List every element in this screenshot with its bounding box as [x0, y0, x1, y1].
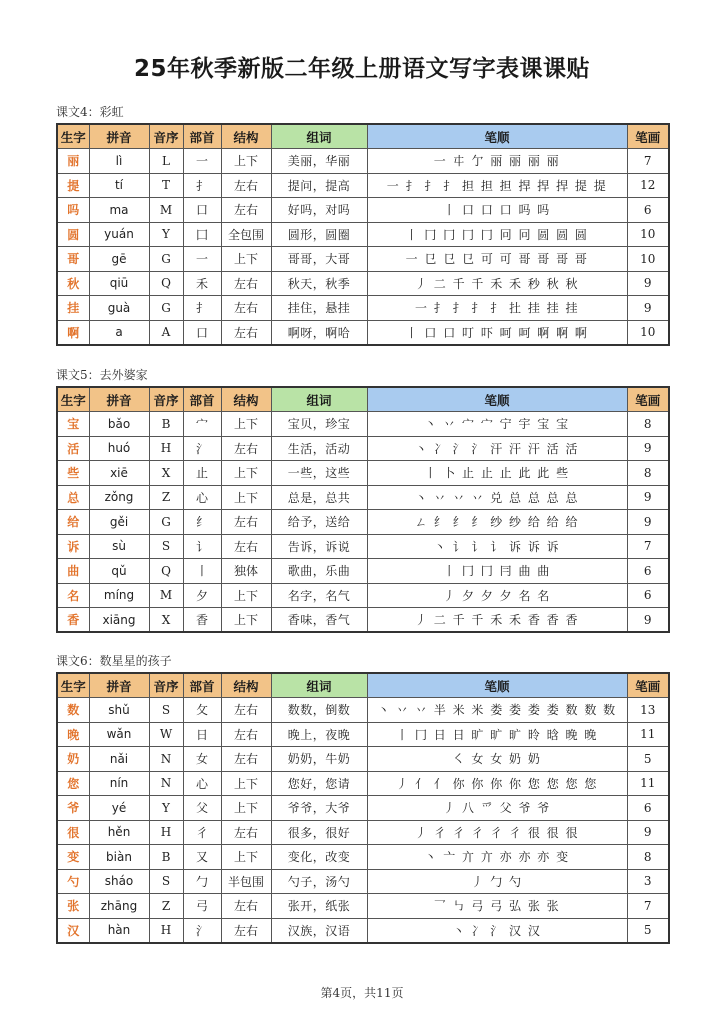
character-cell: 数: [57, 698, 89, 723]
character-cell: 香: [57, 608, 89, 633]
phonetic-order-cell: A: [149, 320, 183, 345]
structure-cell: 半包围: [221, 869, 271, 894]
structure-cell: 左右: [221, 747, 271, 772]
character-cell: 吗: [57, 198, 89, 223]
structure-cell: 左右: [221, 436, 271, 461]
stroke-count-cell: 3: [627, 869, 669, 894]
header-words: 组词: [271, 124, 367, 149]
stroke-order-cell: 丶 丷 丷 半 米 米 娄 娄 娄 娄 数 数 数: [367, 698, 627, 723]
structure-cell: 上下: [221, 247, 271, 272]
pinyin-cell: xiāng: [89, 608, 149, 633]
pinyin-cell: hàn: [89, 918, 149, 943]
stroke-order-cell: 丿 亻 亻 你 你 你 你 您 您 您 您: [367, 771, 627, 796]
table-row: [57, 771, 669, 796]
stroke-count-cell: 12: [627, 173, 669, 198]
radical-cell: 禾: [183, 271, 221, 296]
radical-cell: 心: [183, 771, 221, 796]
stroke-order-cell: 丶 冫 氵 汉 汉: [367, 918, 627, 943]
pinyin-cell: biàn: [89, 845, 149, 870]
word-examples-cell: 告诉，诉说: [271, 534, 367, 559]
word-examples-cell: 啊呀，啊哈: [271, 320, 367, 345]
table-row: [57, 247, 669, 272]
stroke-order-cell: 丿 彳 彳 彳 彳 彳 很 很 很: [367, 820, 627, 845]
word-examples-cell: 哥哥，大哥: [271, 247, 367, 272]
phonetic-order-cell: Z: [149, 485, 183, 510]
pinyin-cell: qǔ: [89, 559, 149, 584]
character-cell: 名: [57, 583, 89, 608]
word-examples-cell: 生活，活动: [271, 436, 367, 461]
radical-cell: 一: [183, 149, 221, 174]
header-count: 笔画: [627, 387, 669, 412]
character-cell: 丽: [57, 149, 89, 174]
pinyin-cell: zhāng: [89, 894, 149, 919]
structure-cell: 左右: [221, 820, 271, 845]
stroke-order-cell: 丨 冂 日 日 旷 旷 旷 昤 晗 晚 晚: [367, 722, 627, 747]
page-footer: 第4页，共11页: [320, 986, 404, 1000]
table-row: [57, 198, 669, 223]
pinyin-cell: qiū: [89, 271, 149, 296]
word-examples-cell: 汉族，汉语: [271, 918, 367, 943]
header-structure: 结构: [221, 124, 271, 149]
radical-cell: 丨: [183, 559, 221, 584]
character-cell: 奶: [57, 747, 89, 772]
word-examples-cell: 勺子，汤勺: [271, 869, 367, 894]
phonetic-order-cell: X: [149, 608, 183, 633]
structure-cell: 左右: [221, 510, 271, 535]
pinyin-cell: yuán: [89, 222, 149, 247]
character-cell: 提: [57, 173, 89, 198]
table-row: [57, 173, 669, 198]
stroke-order-cell: 一 扌 扌 扌 扌 扗 挂 挂 挂: [367, 296, 627, 321]
header-radical: 部首: [183, 124, 221, 149]
character-cell: 爷: [57, 796, 89, 821]
pinyin-cell: zǒng: [89, 485, 149, 510]
character-cell: 汉: [57, 918, 89, 943]
header-words: 组词: [271, 673, 367, 698]
header-pinyin: 拼音: [89, 673, 149, 698]
character-cell: 秋: [57, 271, 89, 296]
character-cell: 啊: [57, 320, 89, 345]
stroke-order-cell: 丶 讠 讠 讠 诉 诉 诉: [367, 534, 627, 559]
character-table: [56, 672, 670, 944]
phonetic-order-cell: Q: [149, 271, 183, 296]
phonetic-order-cell: B: [149, 845, 183, 870]
radical-cell: 彳: [183, 820, 221, 845]
table-row: [57, 510, 669, 535]
radical-cell: 口: [183, 320, 221, 345]
character-cell: 活: [57, 436, 89, 461]
table-row: [57, 271, 669, 296]
stroke-count-cell: 10: [627, 320, 669, 345]
header-radical: 部首: [183, 673, 221, 698]
pinyin-cell: míng: [89, 583, 149, 608]
structure-cell: 上下: [221, 608, 271, 633]
structure-cell: 左右: [221, 534, 271, 559]
pinyin-cell: hěn: [89, 820, 149, 845]
table-header-row: [57, 124, 669, 149]
structure-cell: 左右: [221, 320, 271, 345]
word-examples-cell: 一些，这些: [271, 461, 367, 486]
phonetic-order-cell: M: [149, 583, 183, 608]
word-examples-cell: 好吗，对吗: [271, 198, 367, 223]
stroke-count-cell: 9: [627, 510, 669, 535]
radical-cell: 又: [183, 845, 221, 870]
structure-cell: 上下: [221, 485, 271, 510]
character-table: [56, 123, 670, 346]
stroke-order-cell: 一 㐄 亇 丽 丽 丽 丽: [367, 149, 627, 174]
stroke-order-cell: 丶 亠 亣 亣 亦 亦 亦 变: [367, 845, 627, 870]
character-cell: 宝: [57, 412, 89, 437]
word-examples-cell: 给予，送给: [271, 510, 367, 535]
character-cell: 挂: [57, 296, 89, 321]
header-char: 生字: [57, 387, 89, 412]
phonetic-order-cell: H: [149, 436, 183, 461]
header-words: 组词: [271, 387, 367, 412]
stroke-count-cell: 6: [627, 583, 669, 608]
header-order: 音序: [149, 387, 183, 412]
stroke-count-cell: 9: [627, 271, 669, 296]
table-header-row: [57, 673, 669, 698]
pinyin-cell: bǎo: [89, 412, 149, 437]
stroke-order-cell: 丿 二 千 千 禾 禾 秒 秋 秋: [367, 271, 627, 296]
word-examples-cell: 张开，纸张: [271, 894, 367, 919]
header-char: 生字: [57, 673, 89, 698]
phonetic-order-cell: N: [149, 747, 183, 772]
table-row: [57, 461, 669, 486]
table-row: [57, 583, 669, 608]
header-strokes: 笔顺: [367, 124, 627, 149]
structure-cell: 上下: [221, 845, 271, 870]
phonetic-order-cell: G: [149, 296, 183, 321]
character-cell: 勺: [57, 869, 89, 894]
stroke-count-cell: 11: [627, 771, 669, 796]
table-row: [57, 894, 669, 919]
header-char: 生字: [57, 124, 89, 149]
stroke-count-cell: 5: [627, 747, 669, 772]
pinyin-cell: yé: [89, 796, 149, 821]
table-row: [57, 608, 669, 633]
structure-cell: 左右: [221, 918, 271, 943]
stroke-order-cell: 丶 冫 氵 氵 汗 汗 汗 活 活: [367, 436, 627, 461]
word-examples-cell: 圆形，圆圈: [271, 222, 367, 247]
stroke-order-cell: 丨 口 口 口 吗 吗: [367, 198, 627, 223]
structure-cell: 上下: [221, 583, 271, 608]
character-cell: 些: [57, 461, 89, 486]
radical-cell: 攵: [183, 698, 221, 723]
header-count: 笔画: [627, 124, 669, 149]
radical-cell: 女: [183, 747, 221, 772]
character-cell: 圆: [57, 222, 89, 247]
pinyin-cell: nín: [89, 771, 149, 796]
pinyin-cell: ma: [89, 198, 149, 223]
word-examples-cell: 很多，很好: [271, 820, 367, 845]
radical-cell: 纟: [183, 510, 221, 535]
pinyin-cell: huó: [89, 436, 149, 461]
character-cell: 很: [57, 820, 89, 845]
structure-cell: 上下: [221, 796, 271, 821]
lesson-heading: 课文4：彩虹: [56, 105, 124, 119]
phonetic-order-cell: X: [149, 461, 183, 486]
phonetic-order-cell: L: [149, 149, 183, 174]
pinyin-cell: lì: [89, 149, 149, 174]
pinyin-cell: sù: [89, 534, 149, 559]
radical-cell: 扌: [183, 296, 221, 321]
stroke-count-cell: 7: [627, 149, 669, 174]
table-row: [57, 820, 669, 845]
stroke-count-cell: 11: [627, 722, 669, 747]
structure-cell: 上下: [221, 461, 271, 486]
stroke-order-cell: ㇛ 女 女 奶 奶: [367, 747, 627, 772]
lesson-heading: 课文6：数星星的孩子: [56, 654, 172, 668]
radical-cell: 止: [183, 461, 221, 486]
character-cell: 变: [57, 845, 89, 870]
radical-cell: 勹: [183, 869, 221, 894]
structure-cell: 上下: [221, 149, 271, 174]
character-cell: 您: [57, 771, 89, 796]
lesson-section: [56, 366, 668, 633]
stroke-count-cell: 5: [627, 918, 669, 943]
phonetic-order-cell: N: [149, 771, 183, 796]
stroke-count-cell: 6: [627, 559, 669, 584]
radical-cell: 夕: [183, 583, 221, 608]
structure-cell: 左右: [221, 173, 271, 198]
word-examples-cell: 您好，您请: [271, 771, 367, 796]
stroke-order-cell: 丿 夕 夕 夕 名 名: [367, 583, 627, 608]
stroke-count-cell: 8: [627, 461, 669, 486]
radical-cell: 香: [183, 608, 221, 633]
radical-cell: 弓: [183, 894, 221, 919]
word-examples-cell: 总是，总共: [271, 485, 367, 510]
word-examples-cell: 提问，提高: [271, 173, 367, 198]
stroke-count-cell: 13: [627, 698, 669, 723]
stroke-order-cell: 丿 八 爫 父 爷 爷: [367, 796, 627, 821]
phonetic-order-cell: H: [149, 820, 183, 845]
stroke-order-cell: 丶 丷 宀 宀 宁 宇 宝 宝: [367, 412, 627, 437]
page-title: 25年秋季新版二年级上册语文写字表课课贴: [133, 56, 590, 82]
header-pinyin: 拼音: [89, 387, 149, 412]
stroke-order-cell: 丨 冂 冂 冃 曲 曲: [367, 559, 627, 584]
radical-cell: 父: [183, 796, 221, 821]
structure-cell: 左右: [221, 296, 271, 321]
character-cell: 张: [57, 894, 89, 919]
table-row: [57, 534, 669, 559]
header-strokes: 笔顺: [367, 387, 627, 412]
phonetic-order-cell: Q: [149, 559, 183, 584]
pinyin-cell: xiē: [89, 461, 149, 486]
radical-cell: 宀: [183, 412, 221, 437]
header-order: 音序: [149, 124, 183, 149]
phonetic-order-cell: S: [149, 869, 183, 894]
stroke-count-cell: 9: [627, 485, 669, 510]
phonetic-order-cell: S: [149, 534, 183, 559]
pinyin-cell: gěi: [89, 510, 149, 535]
word-examples-cell: 秋天，秋季: [271, 271, 367, 296]
stroke-order-cell: ㄥ 纟 纟 纟 纱 纱 给 给 给: [367, 510, 627, 535]
radical-cell: 心: [183, 485, 221, 510]
stroke-count-cell: 9: [627, 436, 669, 461]
table-row: [57, 320, 669, 345]
structure-cell: 左右: [221, 894, 271, 919]
radical-cell: 扌: [183, 173, 221, 198]
stroke-order-cell: 丶 丷 丷 丷 兑 总 总 总 总: [367, 485, 627, 510]
word-examples-cell: 名字，名气: [271, 583, 367, 608]
stroke-order-cell: 一 㔾 㔾 㔾 可 可 哥 哥 哥 哥: [367, 247, 627, 272]
word-examples-cell: 歌曲，乐曲: [271, 559, 367, 584]
phonetic-order-cell: H: [149, 918, 183, 943]
pinyin-cell: tí: [89, 173, 149, 198]
header-strokes: 笔顺: [367, 673, 627, 698]
pinyin-cell: shǔ: [89, 698, 149, 723]
word-examples-cell: 晚上，夜晚: [271, 722, 367, 747]
stroke-count-cell: 7: [627, 534, 669, 559]
stroke-count-cell: 8: [627, 845, 669, 870]
structure-cell: 全包围: [221, 222, 271, 247]
table-row: [57, 796, 669, 821]
radical-cell: 囗: [183, 222, 221, 247]
header-count: 笔画: [627, 673, 669, 698]
stroke-order-cell: 丨 冂 冂 冂 冂 冋 冋 圆 圆 圆: [367, 222, 627, 247]
header-structure: 结构: [221, 673, 271, 698]
table-row: [57, 149, 669, 174]
lesson-section: [56, 652, 668, 944]
table-row: [57, 722, 669, 747]
phonetic-order-cell: T: [149, 173, 183, 198]
header-structure: 结构: [221, 387, 271, 412]
character-cell: 总: [57, 485, 89, 510]
table-row: [57, 485, 669, 510]
structure-cell: 左右: [221, 198, 271, 223]
phonetic-order-cell: B: [149, 412, 183, 437]
table-row: [57, 436, 669, 461]
table-row: [57, 559, 669, 584]
phonetic-order-cell: Y: [149, 222, 183, 247]
stroke-count-cell: 10: [627, 222, 669, 247]
table-row: [57, 918, 669, 943]
character-cell: 给: [57, 510, 89, 535]
radical-cell: 氵: [183, 436, 221, 461]
phonetic-order-cell: S: [149, 698, 183, 723]
structure-cell: 左右: [221, 722, 271, 747]
stroke-count-cell: 9: [627, 296, 669, 321]
stroke-count-cell: 9: [627, 608, 669, 633]
character-cell: 哥: [57, 247, 89, 272]
stroke-order-cell: 丿 勹 勺: [367, 869, 627, 894]
lesson-section: [56, 103, 668, 346]
phonetic-order-cell: M: [149, 198, 183, 223]
word-examples-cell: 变化，改变: [271, 845, 367, 870]
table-row: [57, 845, 669, 870]
stroke-order-cell: 丿 二 千 千 禾 禾 香 香 香: [367, 608, 627, 633]
phonetic-order-cell: G: [149, 510, 183, 535]
pinyin-cell: sháo: [89, 869, 149, 894]
radical-cell: 氵: [183, 918, 221, 943]
stroke-order-cell: 丨 卜 止 止 止 此 此 些: [367, 461, 627, 486]
word-examples-cell: 爷爷，大爷: [271, 796, 367, 821]
word-examples-cell: 宝贝，珍宝: [271, 412, 367, 437]
table-header-row: [57, 387, 669, 412]
character-cell: 晚: [57, 722, 89, 747]
structure-cell: 独体: [221, 559, 271, 584]
lesson-heading: 课文5：去外婆家: [56, 368, 148, 382]
stroke-count-cell: 9: [627, 820, 669, 845]
word-examples-cell: 数数，倒数: [271, 698, 367, 723]
pinyin-cell: nǎi: [89, 747, 149, 772]
structure-cell: 上下: [221, 771, 271, 796]
table-row: [57, 869, 669, 894]
phonetic-order-cell: Z: [149, 894, 183, 919]
radical-cell: 日: [183, 722, 221, 747]
radical-cell: 讠: [183, 534, 221, 559]
word-examples-cell: 奶奶，牛奶: [271, 747, 367, 772]
word-examples-cell: 美丽，华丽: [271, 149, 367, 174]
pinyin-cell: gē: [89, 247, 149, 272]
pinyin-cell: wǎn: [89, 722, 149, 747]
table-row: [57, 222, 669, 247]
structure-cell: 左右: [221, 698, 271, 723]
stroke-order-cell: 一 扌 扌 扌 担 担 担 捍 捍 捍 提 提: [367, 173, 627, 198]
table-row: [57, 296, 669, 321]
structure-cell: 左右: [221, 271, 271, 296]
stroke-order-cell: 丨 口 口 叮 吓 呵 呵 啊 啊 啊: [367, 320, 627, 345]
phonetic-order-cell: Y: [149, 796, 183, 821]
header-order: 音序: [149, 673, 183, 698]
phonetic-order-cell: W: [149, 722, 183, 747]
stroke-count-cell: 7: [627, 894, 669, 919]
word-examples-cell: 香味，香气: [271, 608, 367, 633]
stroke-order-cell: 乛 ㇉ 弓 弓 弘 张 张: [367, 894, 627, 919]
stroke-count-cell: 8: [627, 412, 669, 437]
structure-cell: 上下: [221, 412, 271, 437]
phonetic-order-cell: G: [149, 247, 183, 272]
word-examples-cell: 挂住，悬挂: [271, 296, 367, 321]
character-cell: 诉: [57, 534, 89, 559]
table-row: [57, 698, 669, 723]
pinyin-cell: guà: [89, 296, 149, 321]
radical-cell: 口: [183, 198, 221, 223]
pinyin-cell: a: [89, 320, 149, 345]
character-table: [56, 386, 670, 633]
radical-cell: 一: [183, 247, 221, 272]
table-row: [57, 412, 669, 437]
character-cell: 曲: [57, 559, 89, 584]
stroke-count-cell: 10: [627, 247, 669, 272]
stroke-count-cell: 6: [627, 796, 669, 821]
header-radical: 部首: [183, 387, 221, 412]
stroke-count-cell: 6: [627, 198, 669, 223]
header-pinyin: 拼音: [89, 124, 149, 149]
table-row: [57, 747, 669, 772]
